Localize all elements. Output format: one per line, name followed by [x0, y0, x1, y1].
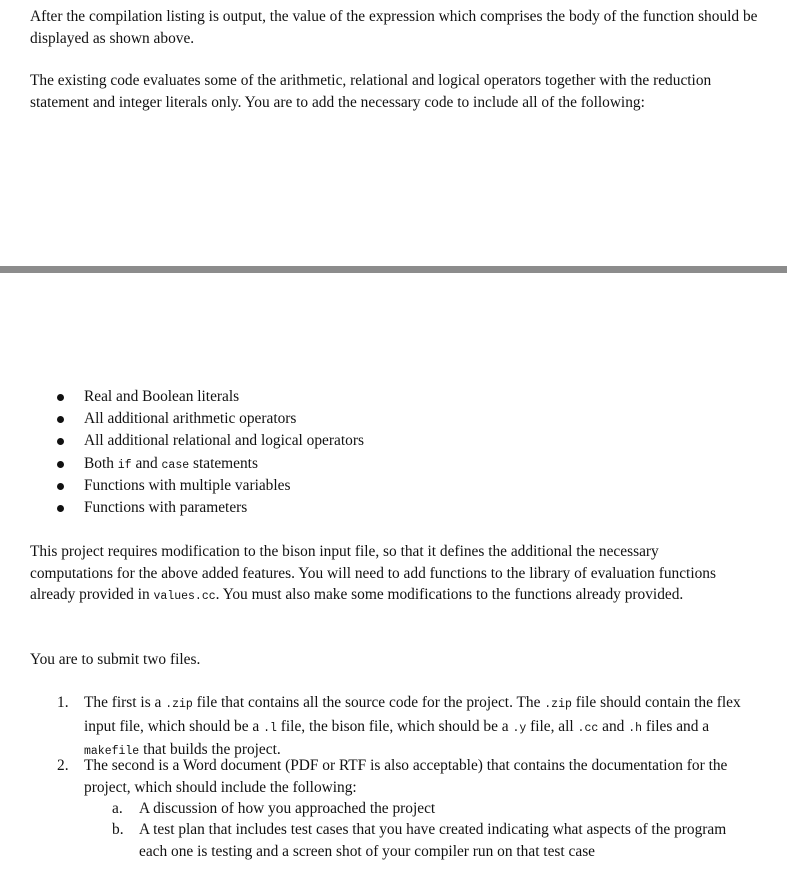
paragraph-existing-code: The existing code evaluates some of the arithmetic, relational and logical operators together with the reduction statement and integer literals only. You are to add the necessary code to include all of the following:	[30, 72, 712, 111]
bullet-icon	[57, 394, 64, 401]
page-divider	[0, 266, 787, 273]
paragraph-submit: You are to submit two files.	[30, 651, 201, 668]
feature-list	[0, 386, 364, 519]
list-item: All additional arithmetic operators	[0, 408, 364, 430]
list-item: Functions with multiple variables	[0, 475, 364, 497]
bullet-icon	[57, 438, 64, 445]
list-item: Real and Boolean literals	[0, 386, 364, 408]
list-item: All additional relational and logical operators	[0, 430, 364, 452]
bullet-icon	[57, 416, 64, 423]
bullet-icon	[57, 483, 64, 490]
list-item: Functions with parameters	[0, 497, 364, 519]
paragraph-intro: After the compilation listing is output, the value of the expression which comprises the body of the function should be displayed as shown above.	[30, 8, 758, 47]
paragraph-project: This project requires modification to the bison input file, so that it defines the additional the necessary computations for the above added features. You will need to add functions to the library of evaluation functions already provided in values.cc. You must also make some modifications to the functions already provided.	[30, 543, 716, 603]
list-item: Both if and case statements	[0, 453, 364, 475]
bullet-icon	[57, 505, 64, 512]
bullet-icon	[57, 461, 64, 468]
